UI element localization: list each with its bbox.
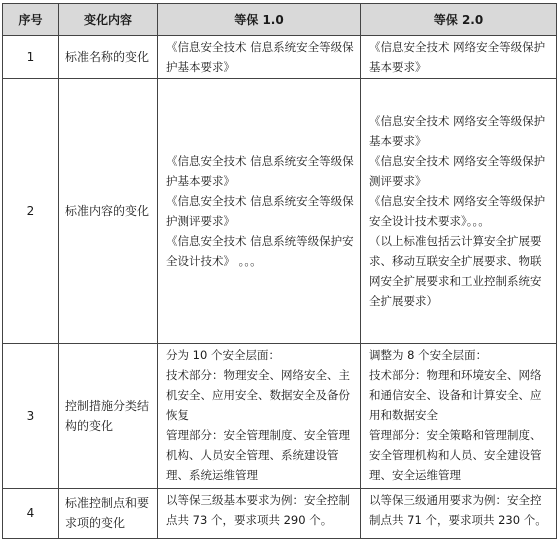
row-v1-cell: [158, 79, 361, 344]
row-index: 3: [3, 343, 59, 488]
table-row: [3, 343, 557, 488]
row-v1-cell: [158, 488, 361, 538]
v1-line: 分为 10 个安全层面：: [166, 347, 280, 362]
v2-line: 调整为 8 个安全层面：: [369, 347, 488, 362]
v2-line: 《信息安全技术 网络安全等级保护安全设计技术要求》。。。: [369, 193, 546, 228]
header-v1: 等保 1.0: [158, 4, 361, 36]
header-content: 变化内容: [59, 4, 158, 36]
row-v1-cell: [158, 343, 361, 488]
row-index: 4: [3, 488, 59, 538]
v2-line: （以上标准包括云计算安全扩展要求、移动互联安全扩展要求、物联网安全扩展要求和工业控制系统安全扩展要求）: [369, 233, 542, 308]
v2-line: 《信息安全技术 网络安全等级保护基本要求》: [369, 40, 546, 74]
v2-line: 技术部分：物理和环境安全、网络和通信安全、设备和计算安全、应用和数据安全: [369, 367, 542, 422]
row-v2-cell: [361, 79, 557, 344]
row-v2-cell: [361, 36, 557, 79]
v1-line: 管理部分：安全管理制度、安全管理机构、人员安全管理、系统建设管理、系统运维管理: [166, 427, 350, 482]
row-index: 2: [3, 79, 59, 344]
v1-line: 《信息安全技术 信息系统等级保护安全设计技术》 。。。: [166, 233, 354, 268]
row-category: 标准名称的变化: [59, 36, 158, 79]
row-index: 1: [3, 36, 59, 79]
table-header-row: [3, 4, 557, 36]
comparison-table: [2, 3, 557, 539]
v1-line: 《信息安全技术 信息系统安全等级保护基本要求》: [166, 153, 354, 188]
table-row: [3, 36, 557, 79]
row-category: 控制措施分类结构的变化: [59, 343, 158, 488]
header-index: 序号: [3, 4, 59, 36]
v1-line: 以等保三级基本要求为例：安全控制点共 73 个，要求项共 290 个。: [166, 492, 350, 527]
row-v2-cell: [361, 343, 557, 488]
v2-line: 管理部分：安全策略和管理制度、安全管理机构和人员、安全建设管理、安全运维管理: [369, 427, 542, 482]
row-category: 标准内容的变化: [59, 79, 158, 344]
v2-line: 《信息安全技术 网络安全等级保护基本要求》: [369, 113, 546, 148]
table-row: [3, 488, 557, 538]
row-v2-cell: [361, 488, 557, 538]
v1-line: 《信息安全技术 信息系统安全等级保护基本要求》: [166, 40, 354, 74]
v1-line: 技术部分：物理安全、网络安全、主机安全、应用安全、数据安全及备份恢复: [166, 367, 350, 422]
v2-line: 以等保三级通用要求为例：安全控制点共 71 个，要求项共 230 个。: [369, 492, 547, 527]
table-row: [3, 79, 557, 344]
row-category: 标准控制点和要求项的变化: [59, 488, 158, 538]
row-v1-cell: [158, 36, 361, 79]
header-v2: 等保 2.0: [361, 4, 557, 36]
v2-line: 《信息安全技术 网络安全等级保护测评要求》: [369, 153, 546, 188]
v1-line: 《信息安全技术 信息系统安全等级保护测评要求》: [166, 193, 354, 228]
